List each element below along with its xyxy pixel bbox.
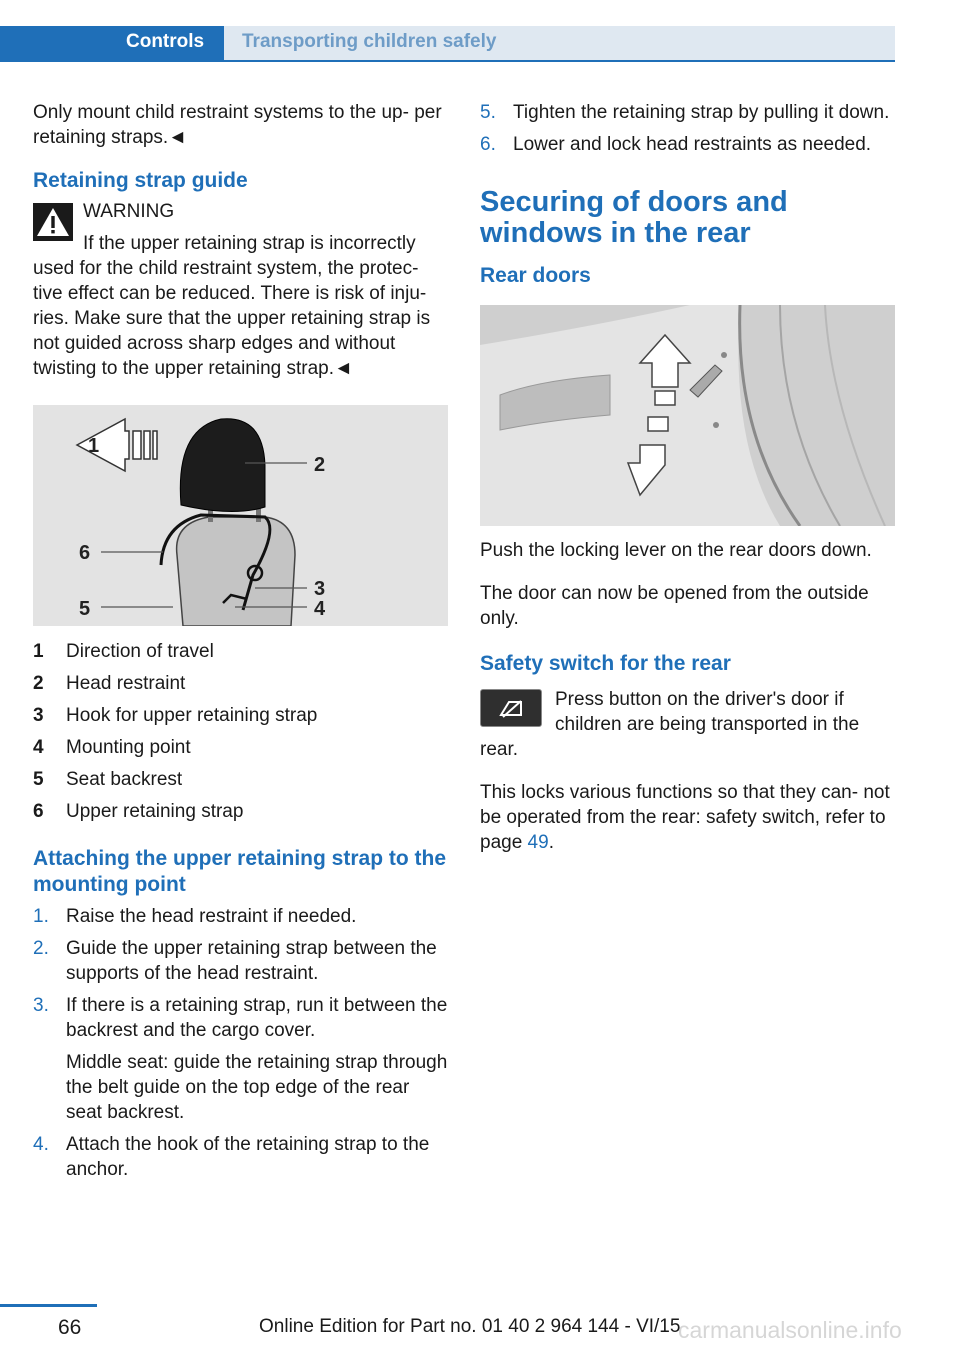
step-text: If there is a retaining strap, run it between the backrest and the cargo cover. (66, 995, 448, 1041)
rear-door-lock-illustration (480, 305, 895, 526)
rear-doors-paragraph-1: Push the locking lever on the rear doors down. (480, 540, 872, 561)
legend-text: Direction of travel (66, 641, 214, 662)
child-safety-lock-button-icon (480, 689, 542, 727)
legend-number: 6 (33, 801, 44, 822)
footer-rule (0, 1304, 97, 1307)
step-number: 6. (480, 134, 496, 155)
attach-steps-continued (480, 100, 896, 157)
figure-label-4: 4 (314, 598, 326, 620)
figure-label-5: 5 (79, 598, 91, 620)
legend-number: 1 (33, 641, 44, 662)
watermark: carmanualsonline.info (678, 1317, 902, 1343)
step-item (33, 936, 448, 986)
attaching-strap-heading: Attaching the upper retaining strap to the mounting point (33, 847, 447, 896)
step-item (480, 132, 896, 157)
legend-item (33, 700, 448, 732)
figure-label-3: 3 (314, 578, 326, 600)
step-item (33, 993, 448, 1043)
header-chapter-tab: Transporting children safely (224, 26, 895, 61)
page-number: 66 (58, 1316, 82, 1339)
header-rule (0, 60, 895, 62)
safety-text-before-link: This locks various functions so that they can- not be operated from the rear: safety switch, refer to page (480, 782, 890, 853)
legend-item (33, 796, 448, 828)
warning-block (33, 199, 448, 381)
step-number: 4. (33, 1134, 49, 1155)
figure-label-2: 2 (314, 454, 326, 476)
page-reference-link[interactable]: 49 (527, 832, 549, 853)
legend-text: Head restraint (66, 673, 186, 694)
step-item (33, 904, 448, 929)
right-column (480, 100, 896, 873)
figure-label-1: 1 (88, 435, 100, 457)
rear-doors-heading: Rear doors (480, 264, 591, 287)
warning-triangle-icon (33, 203, 73, 241)
warning-label: WARNING (83, 201, 175, 222)
head-restraint-illustration (33, 405, 448, 626)
retaining-strap-guide-heading: Retaining strap guide (33, 169, 248, 192)
left-column (33, 100, 448, 1200)
warning-text: If the upper retaining strap is incorrectly used for the child restraint system, the protec- tive effect can be reduced. There is risk of inju- ries. Make sure that the upper retaining strap is not guided across sharp edges and without twisting to the upper retaining strap.◄ (33, 233, 431, 379)
step-number: 3. (33, 995, 49, 1016)
legend-item (33, 732, 448, 764)
step-text: Tighten the retaining strap by pulling it down. (513, 102, 890, 123)
legend-text: Seat backrest (66, 769, 183, 790)
intro-paragraph: Only mount child restraint systems to the up- per retaining straps.◄ (33, 102, 442, 148)
legend-text: Upper retaining strap (66, 801, 244, 822)
legend-item (33, 668, 448, 700)
figure-label-6: 6 (79, 542, 91, 564)
rear-doors-paragraph-2: The door can now be opened from the outside only. (480, 583, 869, 629)
step-number: 1. (33, 906, 49, 927)
legend-number: 3 (33, 705, 44, 726)
step-text: Lower and lock head restraints as needed. (513, 134, 872, 155)
step-3-note: Middle seat: guide the retaining strap through the belt guide on the top edge of the rear seat backrest. (66, 1052, 448, 1123)
legend-item (33, 636, 448, 668)
step-item (480, 100, 896, 125)
step-item (33, 1132, 448, 1182)
legend-text: Mounting point (66, 737, 191, 758)
legend-number: 4 (33, 737, 44, 758)
safety-switch-block (480, 687, 896, 762)
head-restraint-figure (33, 405, 448, 626)
safety-switch-heading: Safety switch for the rear (480, 652, 731, 675)
step-number: 2. (33, 938, 49, 959)
step-text: Attach the hook of the retaining strap to the anchor. (66, 1134, 430, 1180)
safety-text-after-link: . (548, 832, 554, 853)
legend-item (33, 764, 448, 796)
securing-doors-heading: Securing of doors and windows in the rear (480, 186, 788, 249)
safety-switch-paragraph-2 (480, 780, 896, 855)
header-section-tab: Controls (0, 26, 224, 61)
step-number: 5. (480, 102, 496, 123)
step-text: Raise the head restraint if needed. (66, 906, 357, 927)
legend-number: 5 (33, 769, 44, 790)
legend-text: Hook for upper retaining strap (66, 705, 318, 726)
attach-steps-list (33, 904, 448, 1182)
safety-switch-paragraph-1: Press button on the driver's door if children are being transported in the rear. (480, 689, 860, 760)
legend-number: 2 (33, 673, 44, 694)
step-text: Guide the upper retaining strap between the supports of the head restraint. (66, 938, 437, 984)
figure-legend (33, 636, 448, 828)
edition-text: Online Edition for Part no. 01 40 2 964 144 - VI/15 (259, 1316, 681, 1337)
rear-door-figure (480, 305, 895, 526)
